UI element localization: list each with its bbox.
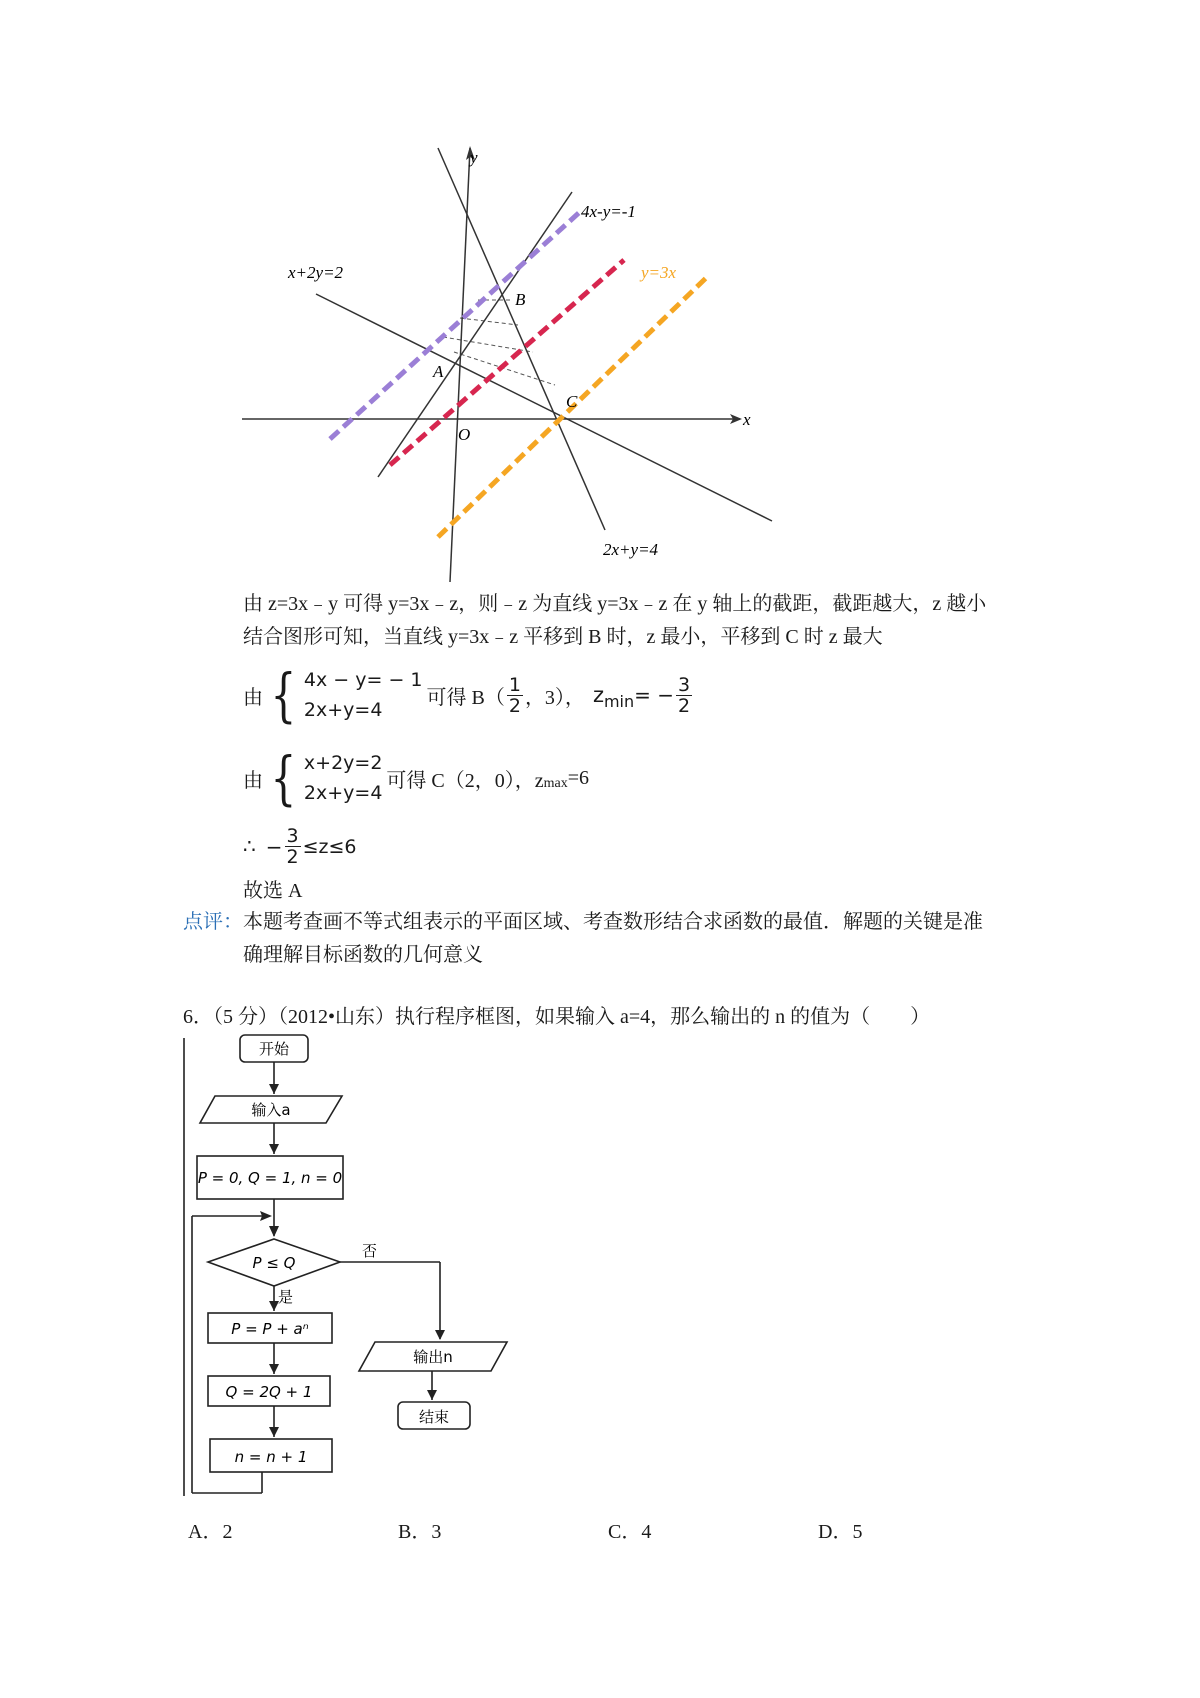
x-axis-label: x [743, 410, 751, 429]
label-y-3x: y=3x [641, 263, 677, 282]
option-b[interactable]: B．3 [398, 1521, 442, 1543]
conclusion-fraction: $\frac{3}{2}$ [286, 825, 299, 868]
flowchart-input-label: 输入a [251, 1101, 291, 1119]
question-6-stem: 6．（5 分）（2012•山东）执行程序框图，如果输入 a=4，那么输出的 n 的值为（ ） [183, 1006, 931, 1028]
flowchart-no-label: 否 [362, 1242, 378, 1260]
eq1-z-sub: min [603, 691, 635, 711]
flowchart-cond-label: P ≤ Q [252, 1254, 296, 1272]
flowchart-step2-label: Q = 2Q + 1 [225, 1383, 313, 1401]
flowchart-yes-label: 是 [278, 1288, 294, 1306]
conclusion-minus: − [265, 834, 283, 859]
eq1-row1: 4x − y= − 1 [303, 669, 423, 691]
eq2-middle: 可得 C（2，0），z [386, 769, 544, 792]
region-graph [0, 0, 1200, 600]
review-block [183, 908, 983, 936]
eq1-result-fraction: $\frac{3}{2}$ [678, 673, 691, 717]
origin-label: O [458, 425, 471, 444]
therefore-symbol: ∴ [243, 836, 256, 858]
eq1-row2: 2x+y=4 [303, 699, 383, 721]
review-label: 点评： [183, 911, 243, 933]
flowchart-step3-label: n = n + 1 [234, 1448, 308, 1466]
point-a-label: A [433, 362, 444, 381]
dashed-line-purple [330, 210, 582, 439]
eq1-brace: { [270, 661, 297, 729]
equation-system-2 [243, 744, 590, 812]
option-a[interactable]: A．2 [188, 1521, 233, 1543]
dashed-line-red [390, 260, 624, 465]
point-b-label: B [515, 290, 526, 309]
flowchart-output-label: 输出n [413, 1348, 453, 1366]
flowchart-start-label: 开始 [258, 1040, 290, 1058]
line-2x-y-4 [438, 148, 605, 530]
solution-line-2: 结合图形可知，当直线 y=3x﹣z 平移到 B 时，z 最小，平移到 C 时 z 最大 [243, 626, 883, 648]
eq2-row1: x+2y=2 [303, 752, 383, 774]
point-c-label: C [566, 392, 578, 411]
label-2x-y: 2x+y=4 [603, 540, 659, 559]
eq2-z-sub: max [543, 776, 568, 791]
label-4x-y: 4x-y=-1 [581, 202, 636, 221]
eq1-equals: = − [634, 683, 675, 707]
review-line-1: 本题考查画不等式组表示的平面区域、考查数形结合求函数的最值．解题的关键是准 [243, 911, 983, 933]
eq1-middle: 可得 B（ [426, 686, 505, 709]
y-axis-label: y [470, 148, 478, 167]
equation-system-1 [243, 661, 694, 729]
eq2-after: =6 [567, 766, 590, 789]
eq2-row2: 2x+y=4 [303, 782, 383, 804]
flowchart [0, 1030, 520, 1510]
eq2-brace: { [270, 744, 297, 812]
answer-text: 故选 A [243, 880, 303, 902]
conclusion-rest: ≤z≤6 [302, 835, 357, 858]
eq1-z: z [592, 683, 604, 707]
flowchart-step1-label: P = P + aⁿ [231, 1320, 309, 1338]
eq1-after-frac: ，3）， [524, 686, 585, 709]
flowchart-end-label: 结束 [418, 1408, 450, 1426]
eq1-prefix: 由 [243, 686, 263, 709]
review-line-2: 确理解目标函数的几何意义 [243, 944, 483, 966]
eq1-fraction: $\frac{1}{2}$ [508, 673, 521, 717]
flowchart-init-label: P = 0, Q = 1, n = 0 [197, 1169, 343, 1187]
solution-line-1: 由 z=3x﹣y 可得 y=3x﹣z，则﹣z 为直线 y=3x﹣z 在 y 轴上的截距，截距越大，z 越小 [243, 593, 987, 615]
option-c[interactable]: C．4 [608, 1521, 652, 1543]
eq2-prefix: 由 [243, 769, 263, 792]
conclusion [243, 826, 357, 867]
option-d[interactable]: D．5 [818, 1521, 863, 1543]
label-x-2y: x+2y=2 [288, 263, 344, 282]
